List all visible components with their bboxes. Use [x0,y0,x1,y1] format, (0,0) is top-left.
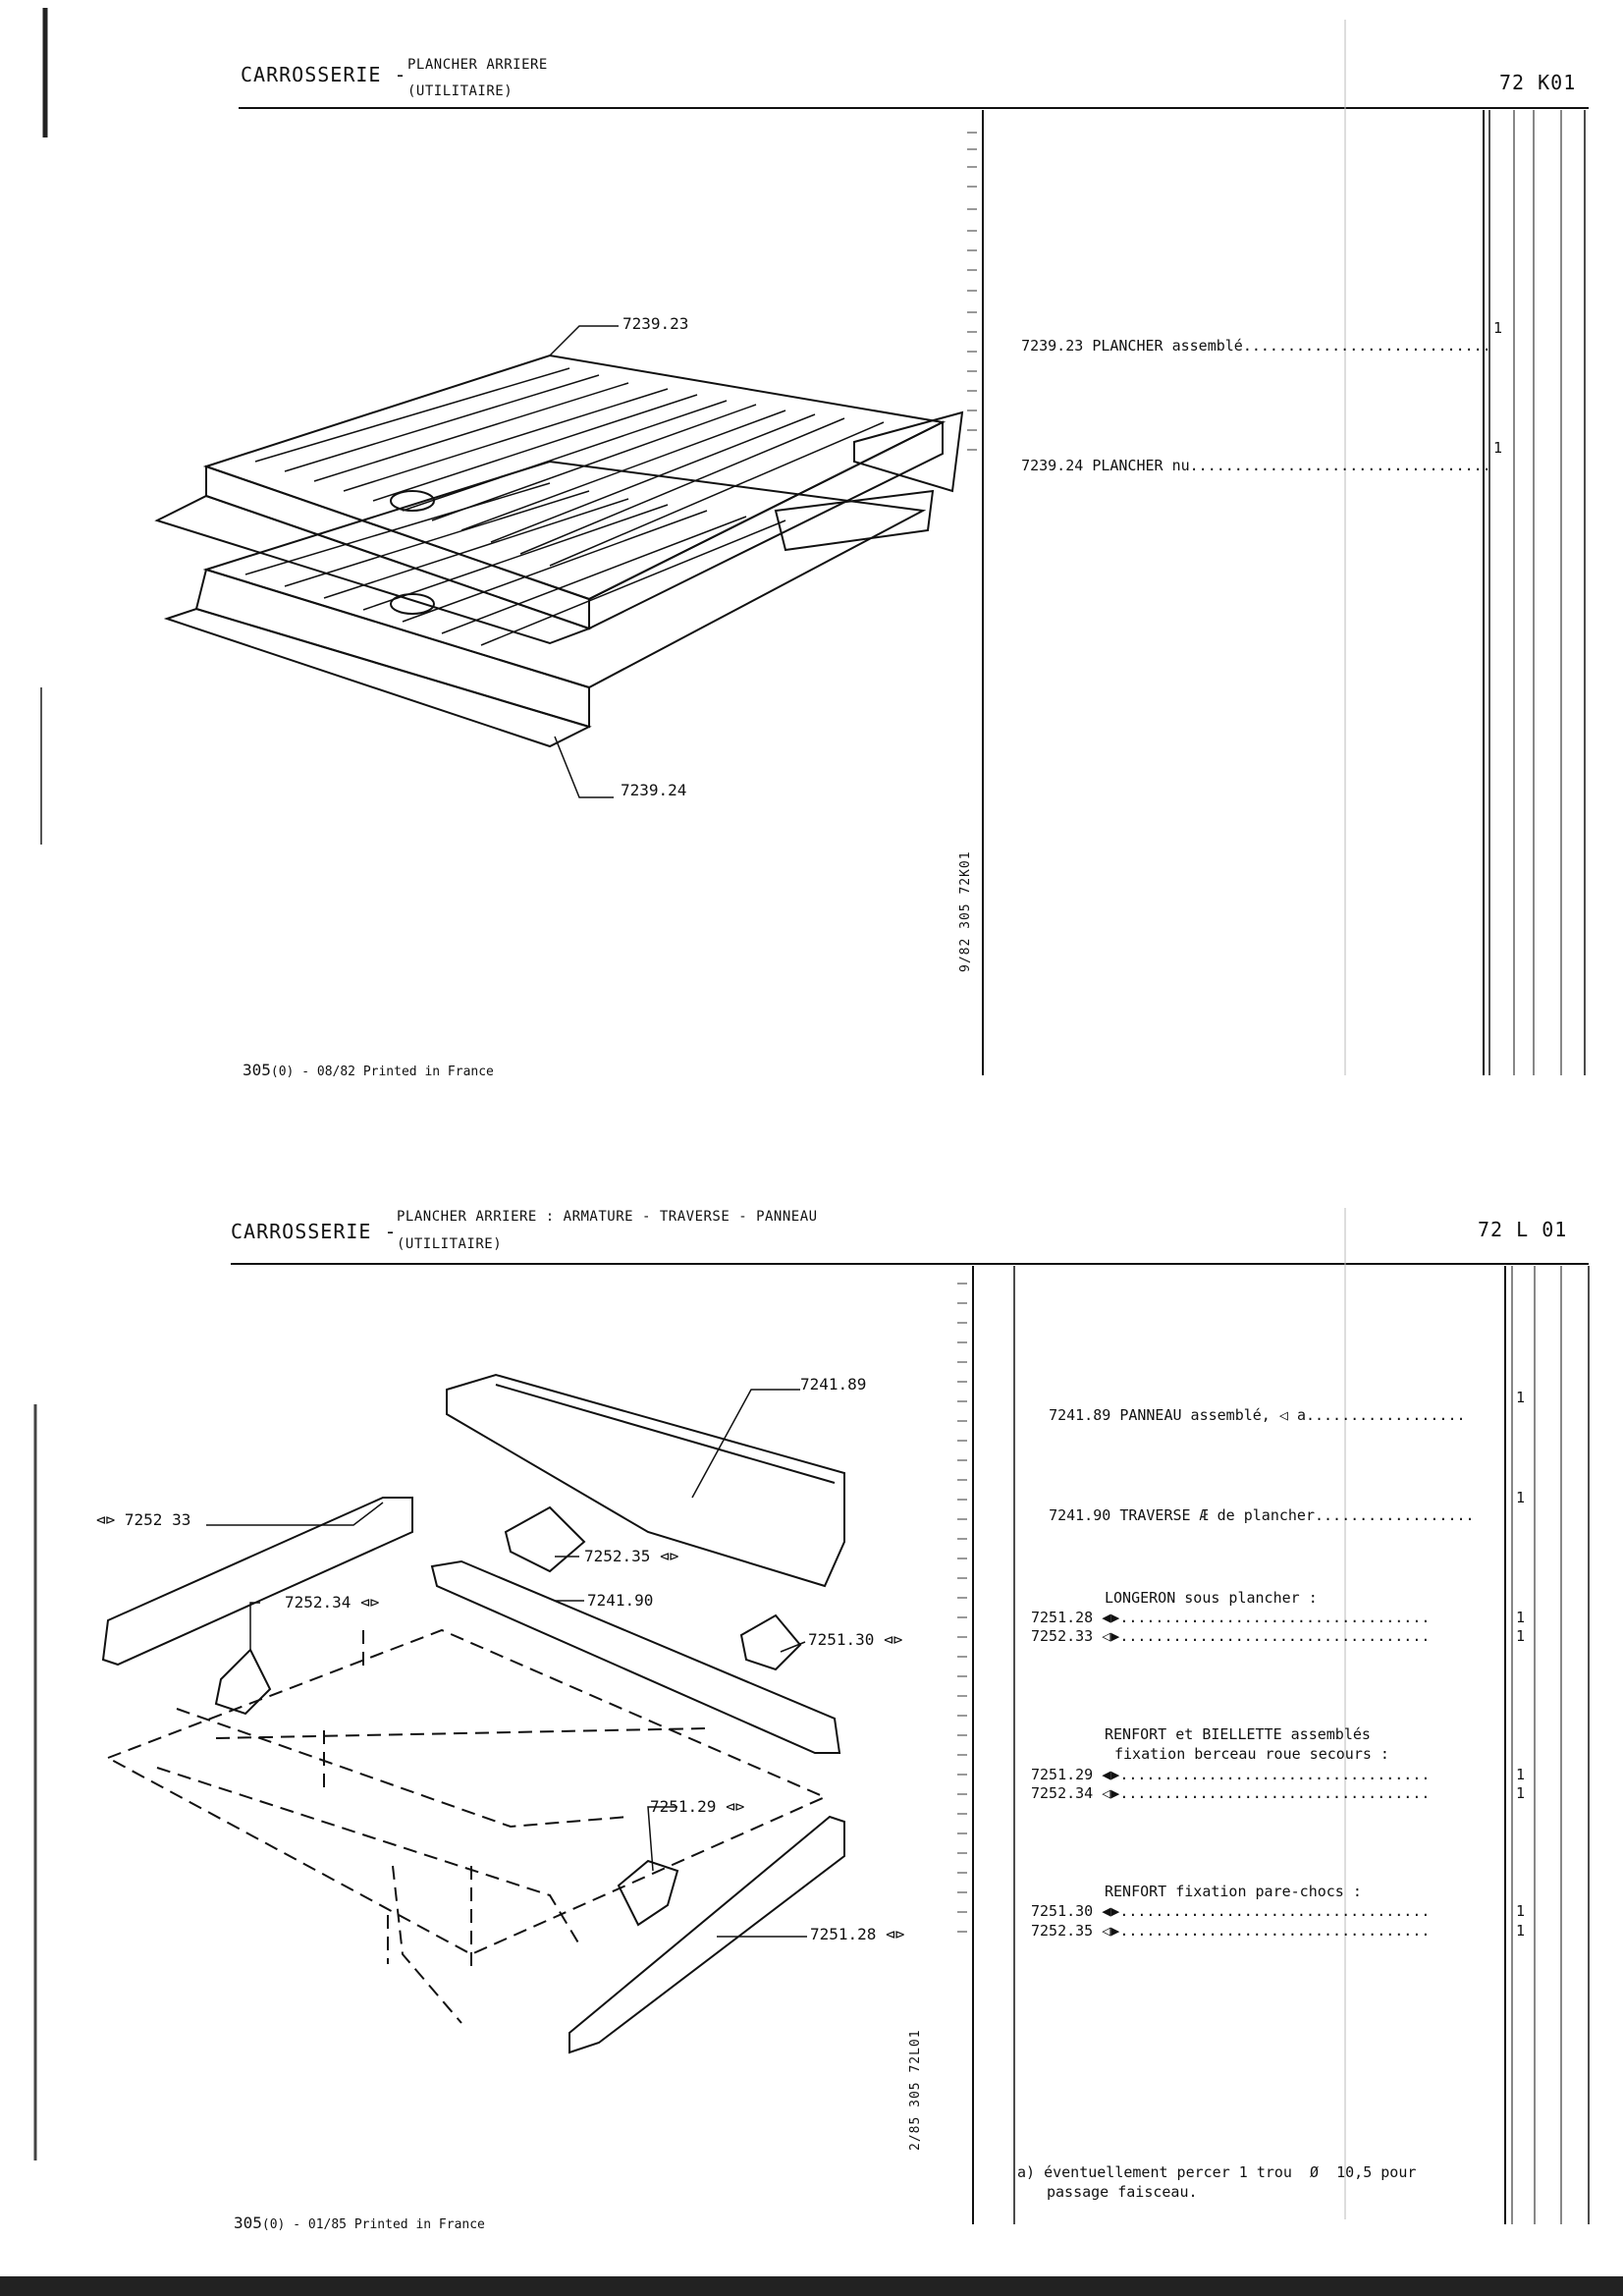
side-icon: ◀▶ [1102,1609,1120,1626]
part-ref: 7241.89 [1049,1406,1111,1424]
part-ref: 7252.35 [1031,1922,1094,1940]
arrow-icon: ⊲⊳ [351,1593,380,1612]
part-ref: 7241.90 [1049,1506,1111,1524]
part-ref: 7239.24 [1021,457,1084,474]
footnote-line2: passage faisceau. [1047,2183,1198,2201]
callout-7251-28: 7251.28 ⊲⊳ [810,1925,905,1943]
part-qty: 1 [1493,319,1503,337]
part-qty: 1 [1493,439,1503,457]
arrow-icon: ⊲⊳ [96,1510,125,1529]
list-item [1031,1902,1430,1920]
list-item [1031,1489,1475,1524]
list-item [1031,1609,1430,1626]
leader-dots: ................................... [1119,1766,1431,1783]
list-item [1031,1766,1430,1783]
part-ref: 7252.33 [1031,1627,1094,1645]
callout-7241-89: 7241.89 [800,1375,867,1394]
part-ref: 7251.28 [1031,1609,1094,1626]
section-title: CARROSSERIE - [231,1220,398,1243]
part-ref: 7239.23 [1021,337,1084,355]
footnote-line1: a) éventuellement percer 1 trou Ø 10,5 pour [1017,2163,1417,2181]
part-qty: 1 [1516,1609,1526,1626]
list-item [1031,1922,1430,1940]
footer-prefix: 305 [243,1061,271,1079]
side-icon: ◁▶ [1102,1922,1120,1940]
arrow-icon: ⊲⊳ [876,1925,905,1943]
part-desc: PLANCHER nu [1092,457,1190,474]
leader-dots: ................................... [1119,1784,1431,1802]
callout-7251-30: 7251.30 ⊲⊳ [808,1630,903,1649]
part-note: a [1296,1406,1306,1424]
subtitle-line1: PLANCHER ARRIERE : ARMATURE - TRAVERSE - PANNEAU [397,1209,818,1225]
callout-7251-29: 7251.29 ⊲⊳ [650,1797,745,1816]
arrow-icon: ⊲⊳ [650,1547,679,1565]
list-item [1031,1627,1430,1645]
subtitle-line2: (UTILITAIRE) [397,1236,503,1252]
list-item [1031,1389,1466,1424]
section-title: CARROSSERIE - [241,63,407,86]
group-heading: RENFORT et BIELLETTE assemblés [1105,1725,1371,1743]
part-qty: 1 [1516,1766,1526,1783]
callout-7252-34: 7252.34 ⊲⊳ [285,1593,380,1612]
callout-7239-24: 7239.24 [621,781,687,799]
side-icon: ◀▶ [1102,1902,1120,1920]
callout-7252-33: ⊲⊳ 7252 33 [96,1510,191,1529]
variant-icon: ◁ [1278,1406,1297,1424]
part-qty: 1 [1516,1922,1526,1940]
group-heading-2: fixation berceau roue secours : [1114,1745,1389,1763]
part-ref: 7251.30 [1031,1902,1094,1920]
part-ref: 7252.34 [1031,1784,1094,1802]
callout-7252-35: 7252.35 ⊲⊳ [584,1547,679,1565]
group-heading: RENFORT fixation pare-chocs : [1105,1883,1362,1900]
part-desc: TRAVERSE [1119,1506,1191,1524]
footer [234,2214,485,2232]
leader-dots: .................. [1315,1506,1475,1524]
leader-dots: .................. [1305,1406,1466,1424]
vertical-code: 2/85 305 72L01 [908,2029,923,2151]
footer-text: (0) - 01/85 Printed in France [261,2217,485,2232]
part-note: de plancher [1217,1506,1315,1524]
side-icon: ◁▶ [1102,1784,1120,1802]
part-qty: 1 [1516,1627,1526,1645]
arrow-icon: ⊲⊳ [716,1797,745,1816]
list-item [1031,1784,1430,1802]
part-ref: 7251.29 [1031,1766,1094,1783]
part-qty: 1 [1516,1784,1526,1802]
leader-dots: .................................. [1189,457,1491,474]
arrow-icon: ⊲⊳ [874,1630,903,1649]
page-code: 72 K01 [1499,71,1577,94]
subtitle-line2: (UTILITAIRE) [407,83,514,99]
leader-dots: ............................ [1242,337,1491,355]
leader-dots: ................................... [1119,1902,1431,1920]
leader-dots: ................................... [1119,1609,1431,1626]
side-icon: ◁▶ [1102,1627,1120,1645]
group-heading: LONGERON sous plancher : [1105,1589,1318,1607]
side-icon: Æ [1199,1506,1217,1524]
part-desc: PLANCHER assemblé [1092,337,1243,355]
part-qty: 1 [1516,1389,1526,1406]
vertical-code: 9/82 305 72K01 [958,850,973,972]
part-qty: 1 [1516,1489,1526,1506]
leader-dots: ................................... [1119,1627,1431,1645]
footer-prefix: 305 [234,2214,262,2232]
page-code: 72 L 01 [1478,1218,1568,1241]
part-qty: 1 [1516,1902,1526,1920]
side-icon: ◀▶ [1102,1766,1120,1783]
footer-text: (0) - 08/82 Printed in France [270,1065,494,1079]
subtitle-line1: PLANCHER ARRIERE [407,57,548,73]
leader-dots: ................................... [1119,1922,1431,1940]
part-desc: PANNEAU assemblé, [1119,1406,1271,1424]
callout-7239-23: 7239.23 [622,314,689,333]
callout-7241-90: 7241.90 [587,1591,654,1610]
